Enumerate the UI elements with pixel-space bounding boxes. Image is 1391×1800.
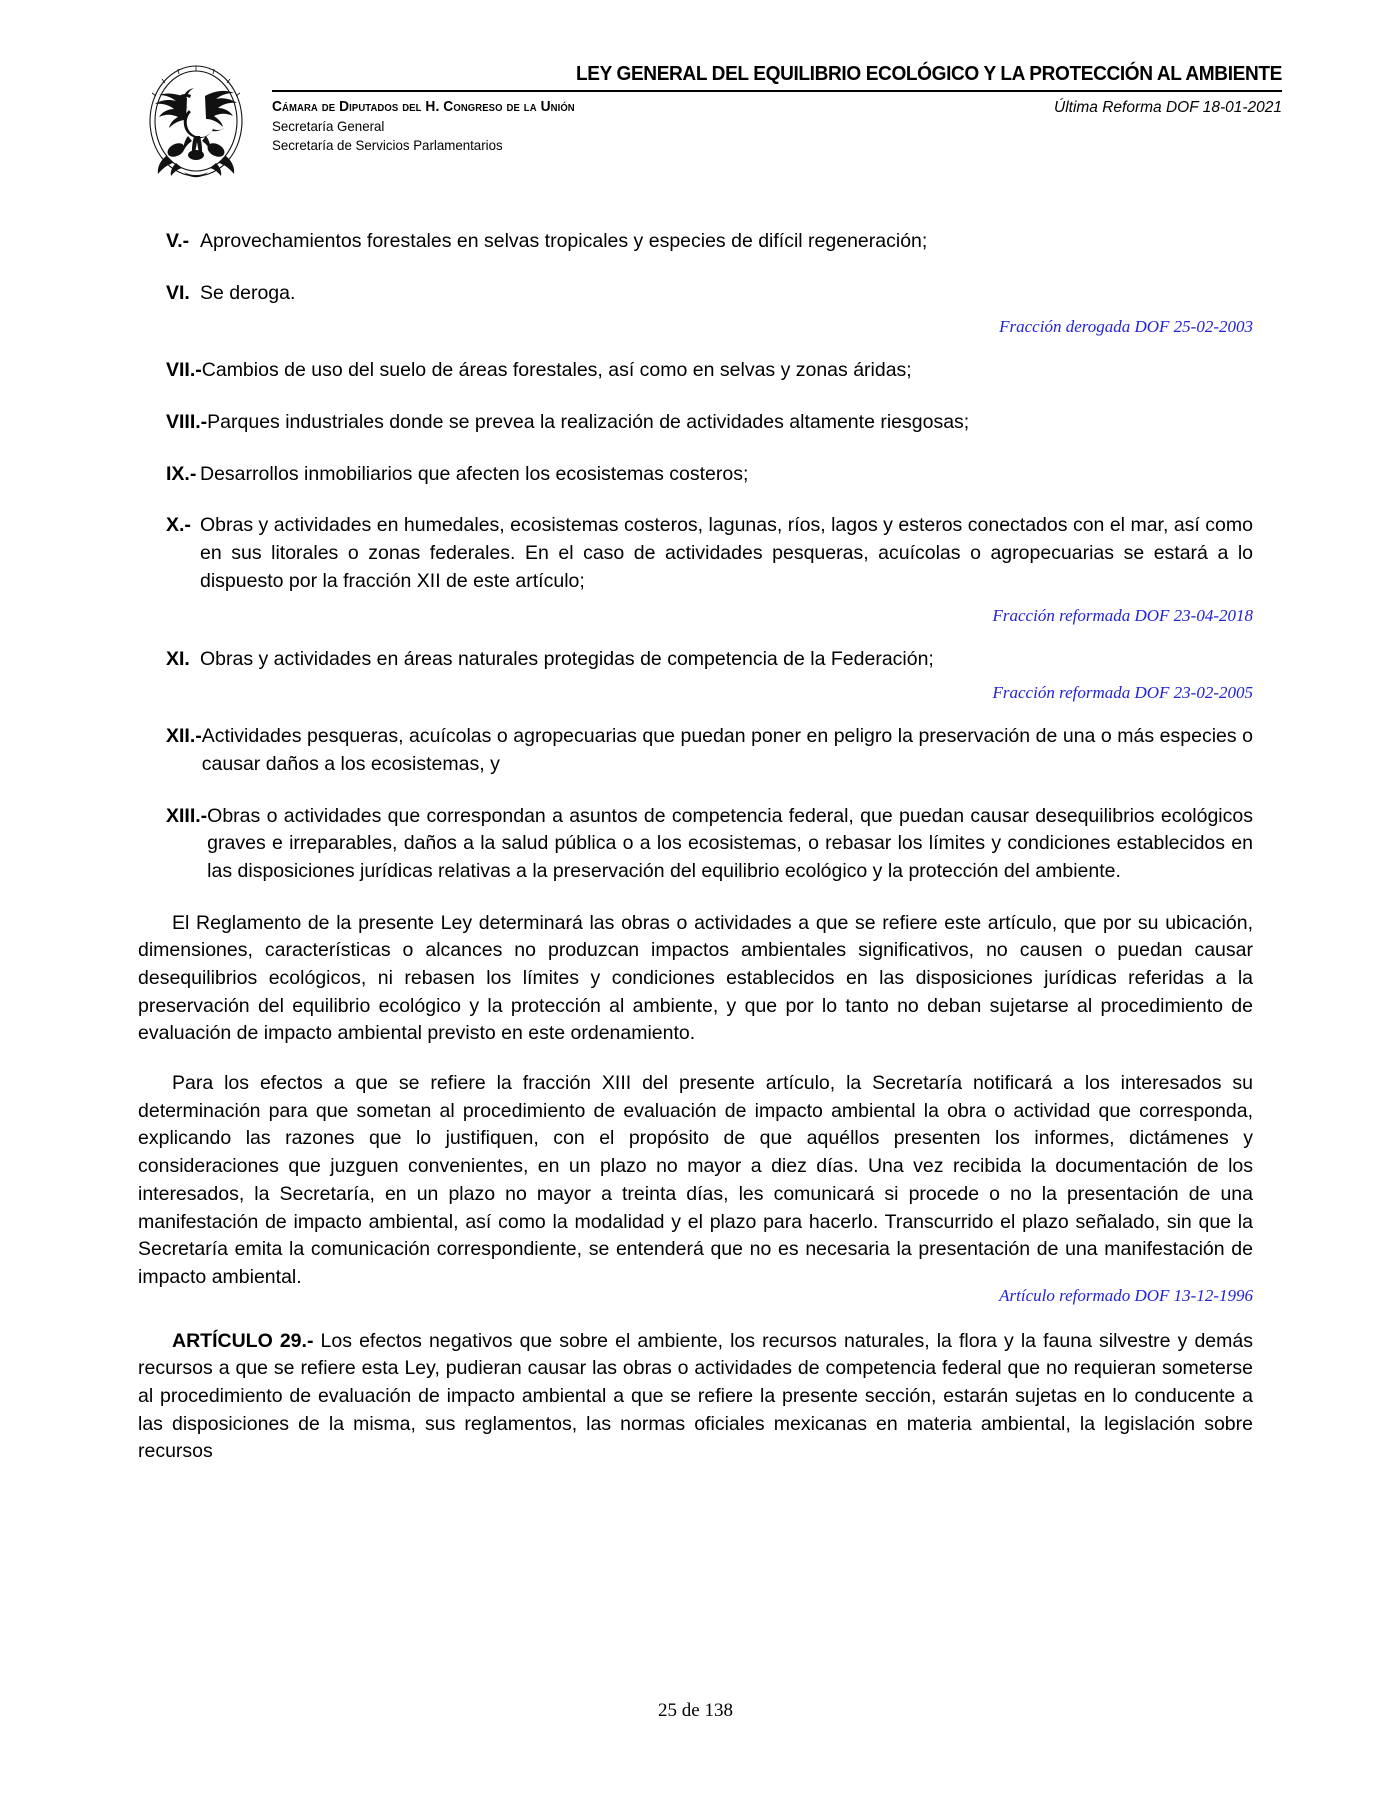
fraction-item bbox=[138, 512, 1253, 595]
header-divider-rule bbox=[272, 90, 1282, 92]
fraction-item bbox=[138, 803, 1253, 886]
reform-annotation: Fracción reformada DOF 23-04-2018 bbox=[992, 605, 1253, 625]
fraction-number: X.- bbox=[166, 514, 191, 537]
document-title: LEY GENERAL DEL EQUILIBRIO ECOLÓGICO Y LA PROTECCIÓN AL AMBIENTE bbox=[575, 62, 1282, 85]
fraction-text: Actividades pesqueras, acuícolas o agropecuarias que puedan poner en peligro la preservación de una o más especies o causar daños a los ecosistemas, y bbox=[201, 725, 1253, 775]
organization-parliamentary-services: Secretaría de Servicios Parlamentarios bbox=[272, 137, 503, 153]
fraction-text: Aprovechamientos forestales en selvas tropicales y especies de difícil regeneración; bbox=[200, 230, 928, 252]
organization-secretariat: Secretaría General bbox=[272, 118, 385, 134]
fraction-number: XII.- bbox=[166, 725, 202, 748]
fraction-number: V.- bbox=[166, 230, 190, 252]
page-footer bbox=[0, 1700, 1391, 1722]
fraction-number: XIII.- bbox=[166, 804, 208, 827]
paragraph-reglamento: El Reglamento de la presente Ley determinará las obras o actividades a que se refiere este artículo, que por su ubicación, dimensiones, características o alcances no produzcan impactos ambientales significativos, no causen o puedan causar desequilibrios ecológicos, ni rebasen los límites y condiciones establecidos en las disposiciones jurídicas referidas a la preservación del equilibrio ecológico y la protección al ambiente, y que por lo tanto no deban sujetarse al procedimiento de evaluación de impacto ambiental previsto en este ordenamiento. bbox=[138, 911, 1253, 1045]
header-text-block bbox=[272, 62, 1282, 165]
fraction-item bbox=[138, 461, 1253, 489]
fraction-text: Obras o actividades que correspondan a asuntos de competencia federal, que puedan causar desequilibrios ecológicos graves e irreparables, daños a la salud pública o a los ecosistemas, o rebasar los límites y condiciones establecidos en las disposiciones jurídicas relativas a la preservación del equilibrio ecológico y la protección del ambiente. bbox=[207, 804, 1253, 882]
fraction-number: VI. bbox=[166, 281, 190, 304]
article-reform-annotation: Artículo reformado DOF 13-12-1996 bbox=[999, 1285, 1253, 1305]
articulo-29-label: ARTÍCULO 29.- bbox=[172, 1329, 314, 1352]
organization-block bbox=[272, 99, 1282, 165]
page-number-label: 25 de 138 bbox=[658, 1700, 733, 1721]
organization-chamber: Cámara de Diputados del H. Congreso de la Unión bbox=[272, 99, 575, 115]
mexican-coat-of-arms-seal-icon bbox=[132, 62, 260, 180]
document-body bbox=[138, 228, 1253, 1488]
fraction-item bbox=[138, 280, 1253, 308]
last-reform-date: Última Reforma DOF 18-01-2021 bbox=[1054, 99, 1282, 116]
reform-annotation: Fracción reformada DOF 23-02-2005 bbox=[992, 683, 1253, 703]
fraction-number: VII.- bbox=[166, 359, 202, 382]
fraction-number: XI. bbox=[166, 647, 190, 670]
fraction-item bbox=[138, 646, 1253, 674]
fraction-item bbox=[138, 723, 1253, 778]
fraction-number: VIII.- bbox=[166, 411, 208, 434]
paragraph-efectos: Para los efectos a que se refiere la fracción XIII del presente artículo, la Secretaría notificará a los interesados su determinación para que sometan al procedimiento de evaluación de impacto ambiental la obra o actividad que corresponda, explicando las razones que lo justifiquen, con el propósito de que aquéllos presenten los informes, dictámenes y consideraciones que juzguen convenientes, en un plazo no mayor a diez días. Una vez recibida la documentación de los interesados, la Secretaría, en un plazo no mayor a treinta días, les comunicará si procede o no la presentación de una manifestación de impacto ambiental, así como la modalidad y el plazo para hacerlo. Transcurrido el plazo señalado, sin que la Secretaría emita la comunicación correspondiente, se entenderá que no es necesaria la presentación de una manifestación de impacto ambiental. bbox=[138, 1072, 1253, 1288]
fraction-text: Obras y actividades en áreas naturales protegidas de competencia de la Federación; bbox=[200, 647, 934, 670]
fraction-text: Parques industriales donde se prevea la realización de actividades altamente riesgosas; bbox=[207, 411, 970, 434]
fraction-text: Cambios de uso del suelo de áreas forestales, así como en selvas y zonas áridas; bbox=[201, 359, 912, 382]
fraction-item bbox=[138, 409, 1253, 437]
page-header bbox=[132, 62, 1282, 177]
fraction-text: Desarrollos inmobiliarios que afecten los ecosistemas costeros; bbox=[200, 462, 749, 485]
fraction-text: Se deroga. bbox=[200, 281, 296, 304]
fraction-text: Obras y actividades en humedales, ecosistemas costeros, lagunas, ríos, lagos y esteros conectados con el mar, así como en sus litorales o zonas federales. En el caso de actividades pesqueras, acuícolas o agropecuarias se estará a lo dispuesto por la fracción XII de este artículo; bbox=[200, 514, 1253, 592]
fraction-number: IX.- bbox=[166, 462, 197, 485]
reform-annotation: Fracción derogada DOF 25-02-2003 bbox=[999, 317, 1253, 337]
articulo-29-text: Los efectos negativos que sobre el ambiente, los recursos naturales, la flora y la fauna silvestre y demás recursos a que se refiere esta Ley, pudieran causar las obras o actividades de competencia federal que no requieran someterse al procedimiento de evaluación de impacto ambiental a que se refiere la presente sección, estarán sujetas en lo conducente a las disposiciones de la misma, sus reglamentos, las normas oficiales mexicanas en materia ambiental, la legislación sobre recursos bbox=[138, 1329, 1253, 1463]
paragraph-articulo-29 bbox=[138, 1328, 1253, 1466]
fraction-item bbox=[138, 357, 1253, 385]
fraction-item bbox=[138, 228, 1253, 256]
